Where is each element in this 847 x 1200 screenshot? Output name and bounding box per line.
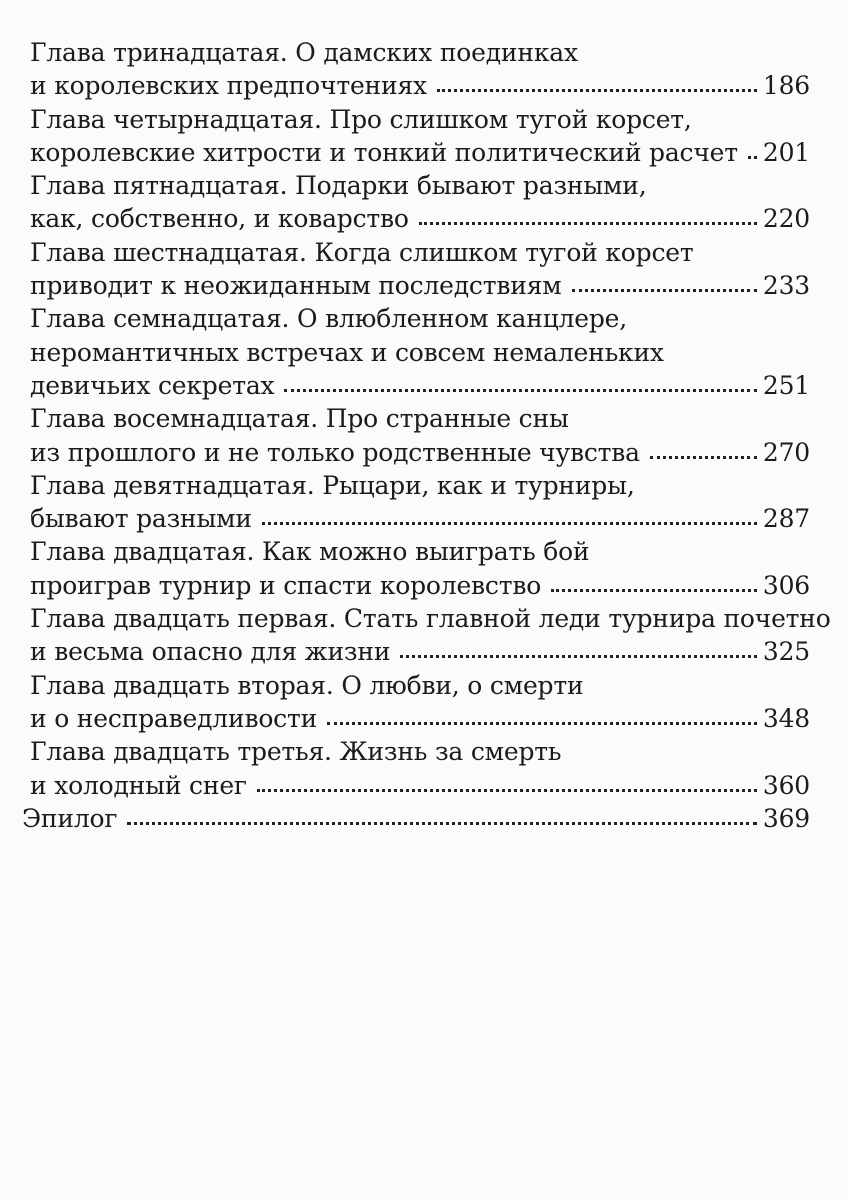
toc-entry-title-line: Глава двадцать первая. Стать главной леди турнира почетно [30,604,831,634]
page-number: 220 [762,204,810,234]
toc-entry [30,103,810,170]
toc-entry-title-line: как, собственно, и коварство [30,204,409,234]
page-number: 251 [762,370,810,400]
dot-leader [262,519,757,525]
dot-leader [748,153,757,159]
toc-entry-last-line [30,635,810,668]
toc-entry [30,735,810,802]
toc-entry-title-line: Глава двадцать третья. Жизнь за смерть [30,737,562,767]
toc-entry-title-line: и холодный снег [30,770,247,800]
dot-leader [572,286,757,292]
toc-entry-last-line [30,69,810,102]
dot-leader [551,586,757,592]
toc-entry [30,302,810,402]
toc-entry-title-line: Глава двадцать вторая. О любви, о смерти [30,670,584,700]
toc-entry-title-line: Глава четырнадцатая. Про слишком тугой корсет, [30,104,692,134]
toc-entry-last-line [30,769,810,802]
dot-leader [650,453,757,459]
dot-leader [327,719,757,725]
toc-entry [30,236,810,303]
page-number: 270 [762,437,810,467]
toc-entry-title-line: Глава семнадцатая. О влюбленном канцлере, [30,304,628,334]
toc-entry-title-line: Глава шестнадцатая. Когда слишком тугой корсет [30,237,694,267]
page-number: 186 [762,71,810,101]
dot-leader [419,219,757,225]
toc-entry-title-line: королевские хитрости и тонкий политический расчет [30,137,738,167]
toc-entry-title-line: Эпилог [22,803,118,833]
toc-entry-title-line: Глава тринадцатая. О дамских поединках [30,38,578,67]
toc-entry-last-line [30,502,810,535]
toc-entry [30,169,810,236]
toc-entry-last-line [30,269,810,302]
toc-entry-title-line: и о несправедливости [30,703,318,733]
toc-entry [30,602,831,669]
toc-entry-title-line: девичьих секретах [30,370,275,400]
toc-entry-last-line [30,202,810,235]
toc-entry-title-line: проиграв турнир и спасти королевство [30,570,542,600]
dot-leader [127,819,757,825]
toc-entry [30,535,810,602]
toc-entry-epilogue [22,802,810,835]
toc-entry-title-line: из прошлого и не только родственные чувства [30,437,640,467]
toc-entry-title-line: Глава девятнадцатая. Рыцари, как и турниры, [30,470,635,500]
toc-entry-last-line [22,802,810,835]
page-number: 287 [762,504,810,534]
toc-entry [30,669,810,736]
dot-leader [257,786,757,792]
toc-entry-title-line: Глава пятнадцатая. Подарки бывают разными, [30,171,647,201]
toc-entry-last-line [30,136,810,169]
table-of-contents [22,36,831,835]
page-number: 201 [762,137,810,167]
toc-entry-last-line [30,702,810,735]
toc-entry-last-line [30,569,810,602]
toc-entry-last-line [30,369,810,402]
toc-entry-title-line: и весьма опасно для жизни [30,637,391,667]
page-number: 369 [762,803,810,833]
toc-entry-title-line: и королевских предпочтениях [30,71,427,101]
toc-entry [30,469,810,536]
toc-entry-title-line: бывают разными [30,504,252,534]
page-number: 348 [762,703,810,733]
page-number: 233 [762,271,810,301]
toc-entry [30,402,810,469]
toc-entry [30,36,810,103]
toc-entry-title-line: Глава двадцатая. Как можно выиграть бой [30,537,590,567]
page-number: 325 [762,637,810,667]
dot-leader [284,386,756,392]
dot-leader [437,86,757,92]
toc-entry-title-line: неромантичных встречах и совсем немаленьких [30,337,664,367]
page-number: 360 [762,770,810,800]
toc-entry-title-line: Глава восемнадцатая. Про странные сны [30,404,569,434]
toc-entry-title-line: приводит к неожиданным последствиям [30,271,562,301]
toc-entry-last-line [30,436,810,469]
dot-leader [400,652,757,658]
page-number: 306 [762,570,810,600]
